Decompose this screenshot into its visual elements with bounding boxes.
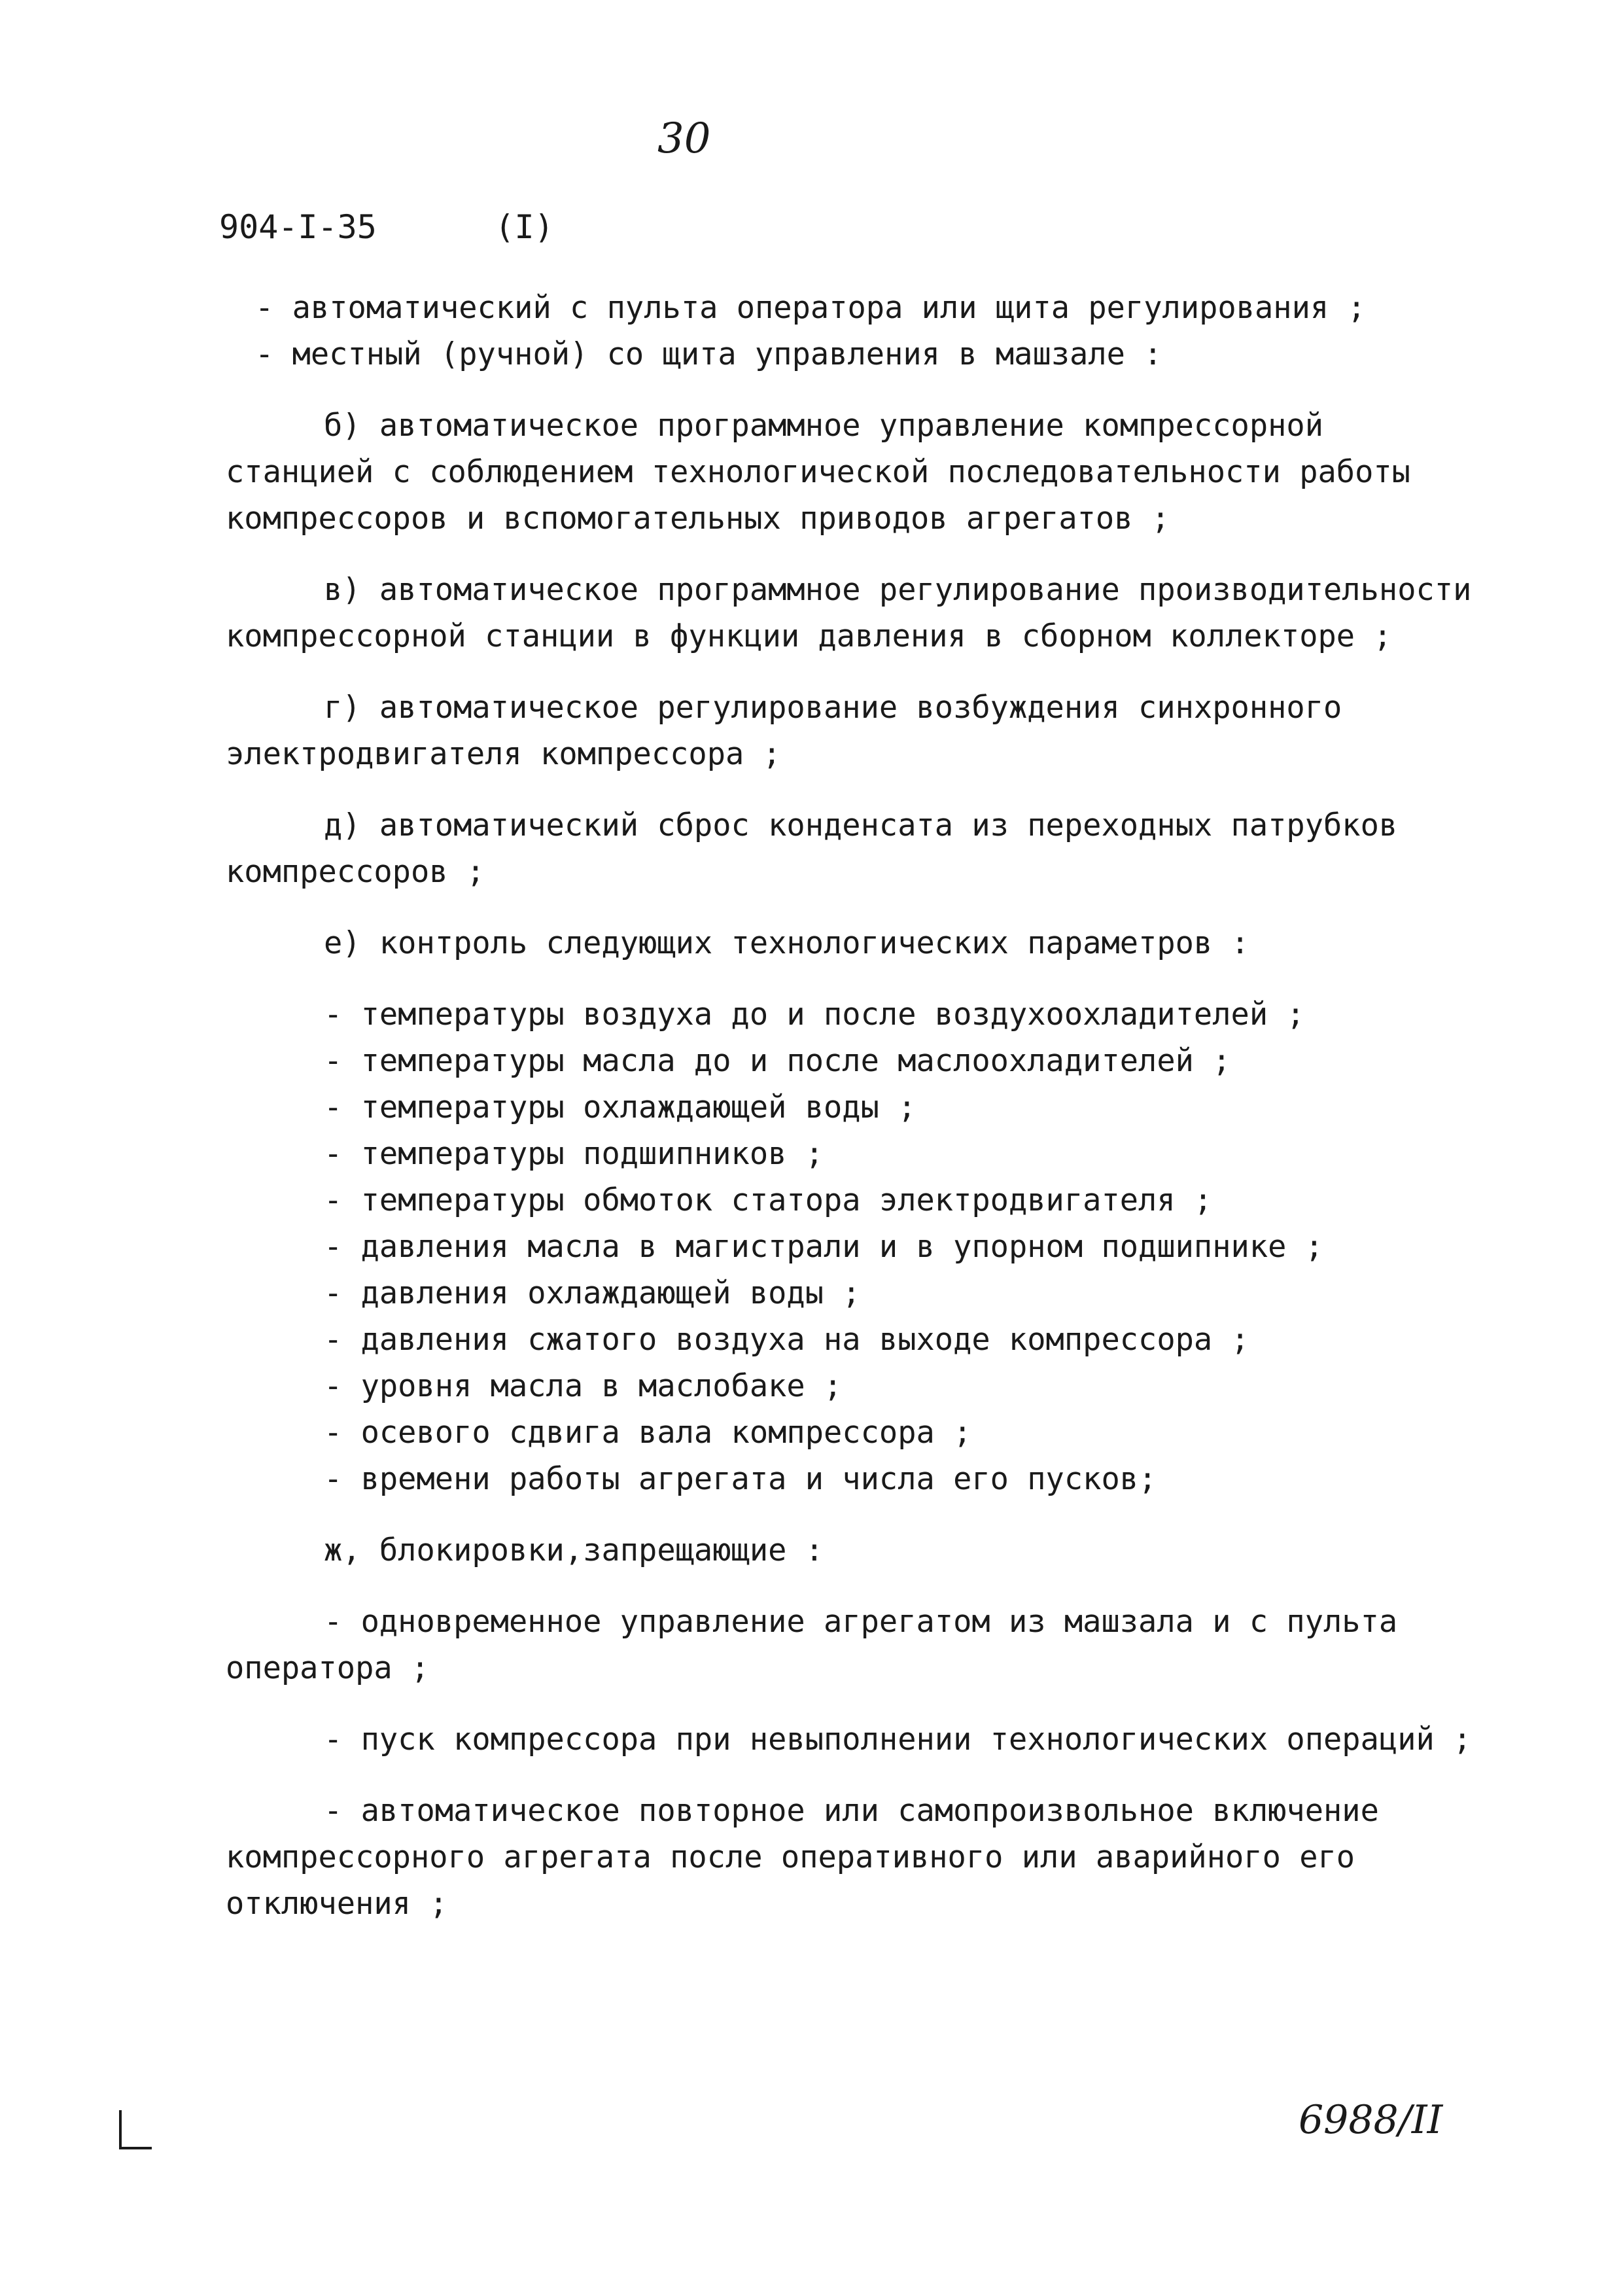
list-item: - местный (ручной) со щита управления в машзале : <box>255 336 1162 372</box>
corner-bracket-mark <box>119 2110 152 2149</box>
blocking-item: - пуск компрессора при невыполнении технологических операций ; <box>324 1722 1472 1757</box>
paragraph-d: д) автоматический сброс конденсата из переходных патрубков компрессоров ; <box>226 807 1398 890</box>
list-item: - давления охлаждающей воды ; <box>324 1275 861 1311</box>
paragraph-g: г) автоматическое регулирование возбуждения синхронного электродвигателя компрессора ; <box>226 690 1342 772</box>
list-item: - автоматический с пульта оператора или щита регулирования ; <box>255 290 1366 326</box>
archive-number: 6988/II <box>1299 2097 1443 2143</box>
blocking-item: - одновременное управление агрегатом из машзала и с пульта оператора ; <box>226 1604 1398 1686</box>
list-item: - давления масла в магистрали и в упорном подшипнике ; <box>324 1229 1324 1265</box>
list-item: - осевого сдвига вала компрессора ; <box>324 1415 972 1451</box>
paragraph-zh: ж, блокировки,запрещающие : <box>324 1532 824 1568</box>
document-code: 904-I-35 (I) <box>219 208 554 246</box>
list-item: - времени работы агрегата и числа его пусков; <box>324 1461 1157 1497</box>
paragraph-v: в) автоматическое программное регулирование производительности компрессорной станции в функции давления в сборном коллекторе ; <box>226 572 1472 654</box>
paragraph-b: б) автоматическое программное управление компрессорной станцией с соблюдением технологической последовательности работы компрессоров и вспомогательных приводов агрегатов ; <box>226 408 1410 537</box>
paragraph-e: е) контроль следующих технологических параметров : <box>324 925 1249 961</box>
list-item: - уровня масла в маслобаке ; <box>324 1368 843 1404</box>
list-item: - температуры подшипников ; <box>324 1136 824 1172</box>
list-item: - температуры воздуха до и после воздухоохладителей ; <box>324 997 1305 1033</box>
list-item: - температуры обмоток статора электродвигателя ; <box>324 1182 1213 1218</box>
control-modes-list <box>226 285 1488 378</box>
list-item: - температуры масла до и после маслоохладителей ; <box>324 1043 1231 1079</box>
blocking-item: - автоматическое повторное или самопроизвольное включение компрессорного агрегата после оперативного или аварийного его отключения ; <box>226 1793 1379 1922</box>
parameters-list <box>226 991 1488 1502</box>
list-item: - давления сжатого воздуха на выходе компрессора ; <box>324 1322 1249 1358</box>
page-number: 30 <box>657 115 711 163</box>
document-body <box>226 285 1488 1952</box>
list-item: - температуры охлаждающей воды ; <box>324 1089 916 1125</box>
